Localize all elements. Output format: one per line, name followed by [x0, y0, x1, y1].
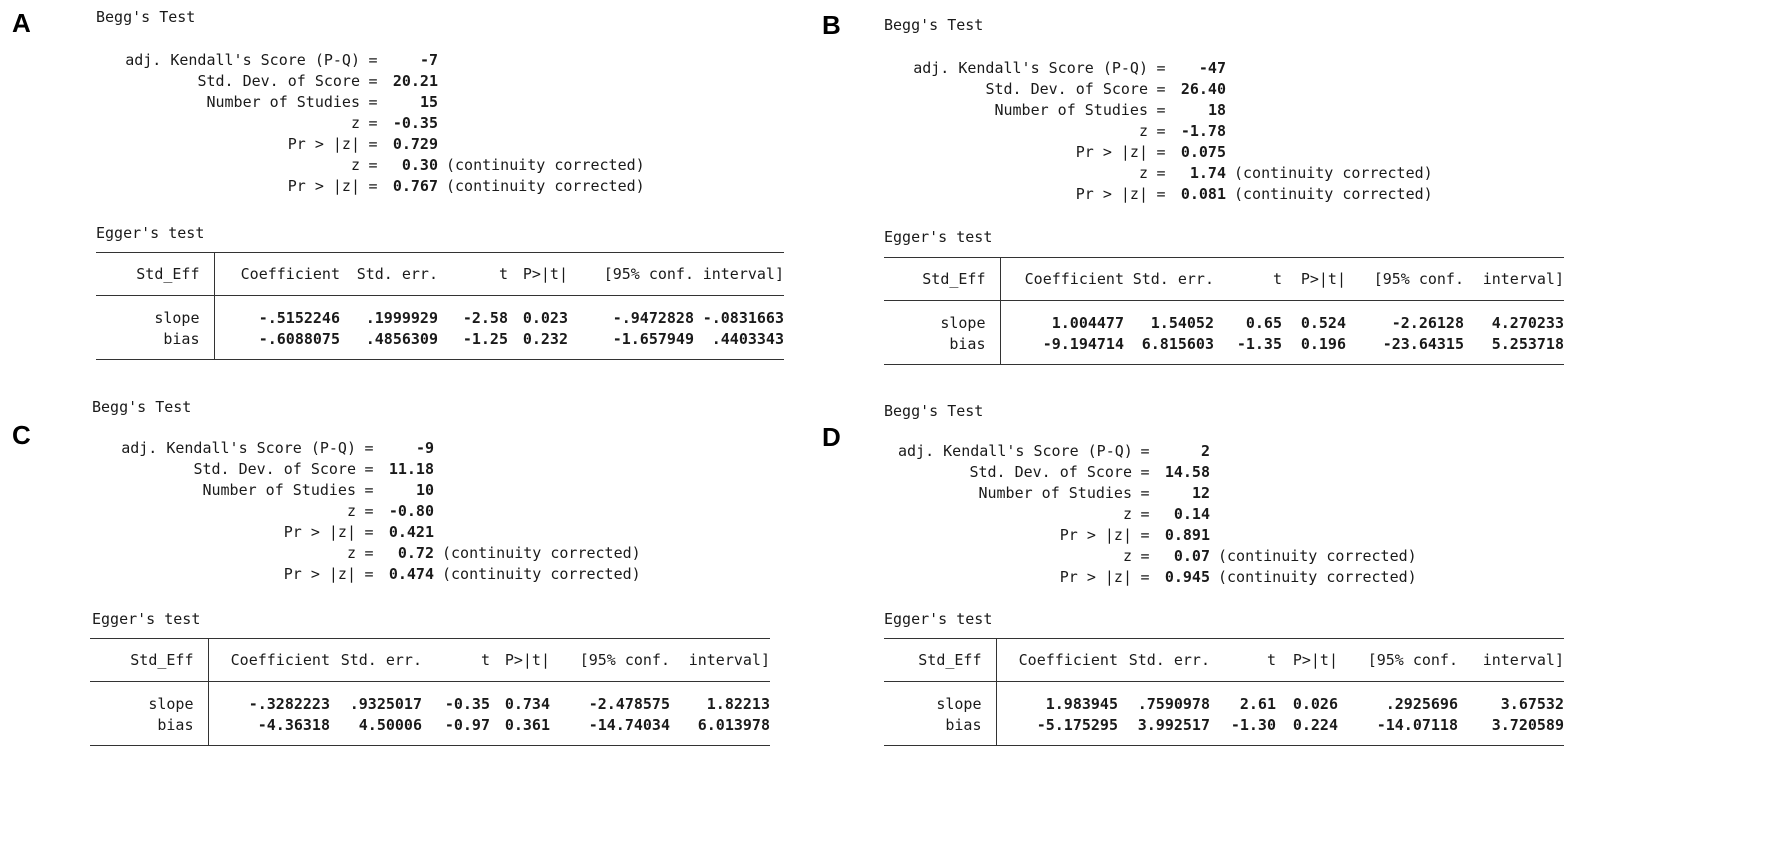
- table-cell: -2.26128: [1391, 313, 1464, 332]
- column-header: interval]: [1464, 258, 1564, 301]
- column-header: Std_Eff: [96, 253, 214, 296]
- stat-row: [898, 504, 1417, 525]
- column-header: [95% conf.: [1338, 639, 1458, 682]
- column-header: interval]: [694, 253, 784, 296]
- stat-row: [106, 480, 641, 501]
- stat-label: z: [350, 114, 360, 132]
- table-cell: -.5152246: [258, 308, 340, 327]
- stat-value: -7: [419, 51, 438, 69]
- begg-title: Begg's Test: [884, 402, 984, 420]
- stat-row: [898, 100, 1433, 121]
- table-cell: -1.30: [1210, 714, 1276, 746]
- stat-label: z: [346, 544, 356, 562]
- stat-row: [898, 184, 1433, 205]
- stat-value: 0.945: [1164, 568, 1210, 586]
- stat-label: Std. Dev. of Score: [193, 460, 356, 478]
- stat-row: [106, 438, 641, 459]
- table-cell: -.0831663: [702, 308, 784, 327]
- stat-equals: =: [368, 135, 378, 153]
- stat-row: [106, 564, 641, 585]
- stat-row: [110, 155, 645, 176]
- table-row: [884, 333, 1564, 365]
- column-header: t: [1210, 639, 1276, 682]
- stat-label: z: [1122, 547, 1132, 565]
- column-header: P>|t|: [490, 639, 550, 682]
- stat-row: [110, 92, 645, 113]
- column-header: P>|t|: [1276, 639, 1338, 682]
- table-cell: 1.983945: [1045, 694, 1118, 713]
- stat-value: -1.78: [1180, 122, 1226, 140]
- stat-row: [110, 50, 645, 71]
- table-cell: 0.65: [1245, 313, 1282, 332]
- table-cell: .4403343: [694, 328, 784, 360]
- stat-equals: =: [1140, 505, 1150, 523]
- table-cell: -9.194714: [1000, 333, 1124, 365]
- row-label: slope: [90, 682, 208, 715]
- stat-note: [1210, 441, 1218, 462]
- panel-letter: C: [12, 420, 31, 450]
- stat-row: [898, 483, 1417, 504]
- table-header-row: [884, 258, 1564, 301]
- stat-equals: =: [364, 523, 374, 541]
- table-cell: 6.815603: [1124, 333, 1214, 365]
- stat-value: 15: [419, 93, 438, 111]
- column-header: t: [438, 253, 508, 296]
- table-cell: 6.013978: [670, 714, 770, 746]
- stat-equals: =: [368, 93, 378, 111]
- row-label: slope: [884, 682, 996, 715]
- stat-value: -0.80: [388, 502, 434, 520]
- stat-note: [1210, 462, 1218, 483]
- table-cell: .2925696: [1385, 694, 1458, 713]
- table-cell: 3.992517: [1118, 714, 1210, 746]
- table-row: [884, 682, 1564, 715]
- column-header: Coefficient: [1000, 258, 1124, 301]
- table-cell: -0.97: [422, 714, 490, 746]
- table-row: [884, 714, 1564, 746]
- table-cell: 1.004477: [1051, 313, 1124, 332]
- stat-note: (continuity corrected): [1218, 568, 1417, 586]
- table-cell: -.3282223: [248, 694, 330, 713]
- stat-row: [106, 522, 641, 543]
- table-cell: 3.67532: [1500, 694, 1564, 713]
- egger-table: [884, 638, 1564, 746]
- egger-title: Egger's test: [92, 610, 201, 628]
- column-header: [95% conf.: [1346, 258, 1464, 301]
- table-cell: .9325017: [349, 694, 422, 713]
- stat-note: [438, 71, 446, 92]
- table-cell: 0.232: [508, 328, 568, 360]
- stat-note: [1226, 79, 1234, 100]
- begg-stats: [106, 438, 641, 585]
- stat-label: Pr > |z|: [283, 565, 356, 583]
- stat-value: 0.081: [1180, 185, 1226, 203]
- stat-label: adj. Kendall's Score (P-Q): [121, 439, 356, 457]
- stat-label: Pr > |z|: [287, 135, 360, 153]
- stat-row: [110, 134, 645, 155]
- stat-note: [434, 459, 442, 480]
- column-header: Std_Eff: [884, 258, 1000, 301]
- column-header: t: [422, 639, 490, 682]
- stat-note: [1226, 58, 1234, 79]
- stat-row: [898, 142, 1433, 163]
- stat-note: (continuity corrected): [1234, 185, 1433, 203]
- stat-equals: =: [1140, 568, 1150, 586]
- stat-value: 0.30: [401, 156, 438, 174]
- stat-label: Pr > |z|: [1075, 185, 1148, 203]
- stat-equals: =: [368, 72, 378, 90]
- stat-value: 0.421: [388, 523, 434, 541]
- stat-equals: =: [1156, 185, 1166, 203]
- stat-label: Pr > |z|: [1059, 526, 1132, 544]
- column-header: [95% conf.: [568, 253, 694, 296]
- stat-label: Number of Studies: [994, 101, 1148, 119]
- stat-label: Std. Dev. of Score: [985, 80, 1148, 98]
- stat-label: Number of Studies: [206, 93, 360, 111]
- stat-row: [106, 459, 641, 480]
- stat-equals: =: [368, 51, 378, 69]
- stat-value: 0.07: [1173, 547, 1210, 565]
- stat-row: [110, 71, 645, 92]
- stat-equals: =: [368, 177, 378, 195]
- stat-row: [898, 546, 1417, 567]
- stat-equals: =: [1156, 122, 1166, 140]
- table-cell: -2.58: [462, 308, 508, 327]
- stat-equals: =: [364, 502, 374, 520]
- table-cell: 5.253718: [1464, 333, 1564, 365]
- table-cell: -.9472828: [612, 308, 694, 327]
- stat-label: z: [1138, 164, 1148, 182]
- table-cell: -1.25: [438, 328, 508, 360]
- stat-note: (continuity corrected): [442, 544, 641, 562]
- stat-label: z: [350, 156, 360, 174]
- column-header: P>|t|: [508, 253, 568, 296]
- stat-value: 20.21: [392, 72, 438, 90]
- table-cell: .4856309: [340, 328, 438, 360]
- table-cell: 0.224: [1276, 714, 1338, 746]
- stat-value: 0.729: [392, 135, 438, 153]
- table-row: [96, 328, 784, 360]
- table-cell: -0.35: [444, 694, 490, 713]
- stat-note: (continuity corrected): [1234, 164, 1433, 182]
- column-header: interval]: [1458, 639, 1564, 682]
- stat-note: [438, 134, 446, 155]
- table-cell: -1.35: [1214, 333, 1282, 365]
- column-header: Std. err.: [1118, 639, 1210, 682]
- stat-row: [898, 462, 1417, 483]
- stat-equals: =: [364, 544, 374, 562]
- stat-row: [898, 79, 1433, 100]
- egger-table: [96, 252, 784, 360]
- table-cell: -14.74034: [550, 714, 670, 746]
- stat-row: [110, 176, 645, 197]
- stat-value: 12: [1191, 484, 1210, 502]
- column-header: interval]: [670, 639, 770, 682]
- table-cell: 0.734: [504, 694, 550, 713]
- egger-table: [884, 257, 1564, 365]
- table-cell: 1.54052: [1150, 313, 1214, 332]
- stat-label: Pr > |z|: [1075, 143, 1148, 161]
- stat-value: 10: [415, 481, 434, 499]
- stat-value: 18: [1207, 101, 1226, 119]
- stat-value: 0.72: [397, 544, 434, 562]
- stat-equals: =: [368, 156, 378, 174]
- stat-equals: =: [1156, 80, 1166, 98]
- table-row: [96, 296, 784, 329]
- stat-equals: =: [1140, 526, 1150, 544]
- table-cell: 2.61: [1239, 694, 1276, 713]
- stat-label: Pr > |z|: [283, 523, 356, 541]
- panel-letter: B: [822, 10, 841, 40]
- stat-label: Number of Studies: [202, 481, 356, 499]
- stat-value: 11.18: [388, 460, 434, 478]
- stat-label: adj. Kendall's Score (P-Q): [913, 59, 1148, 77]
- table-cell: 0.524: [1300, 313, 1346, 332]
- stat-row: [898, 163, 1433, 184]
- stat-row: [898, 441, 1417, 462]
- column-header: Coefficient: [996, 639, 1118, 682]
- stat-label: Std. Dev. of Score: [197, 72, 360, 90]
- stat-value: -47: [1198, 59, 1226, 77]
- stat-equals: =: [364, 439, 374, 457]
- stat-label: z: [1122, 505, 1132, 523]
- egger-title: Egger's test: [884, 228, 993, 246]
- stat-equals: =: [1140, 484, 1150, 502]
- stat-note: [1226, 121, 1234, 142]
- stat-equals: =: [364, 565, 374, 583]
- table-cell: -14.07118: [1338, 714, 1458, 746]
- stat-value: 2: [1200, 442, 1210, 460]
- stat-value: 0.075: [1180, 143, 1226, 161]
- table-cell: 0.361: [490, 714, 550, 746]
- stat-note: (continuity corrected): [442, 565, 641, 583]
- column-header: Std_Eff: [90, 639, 208, 682]
- stat-value: -0.35: [392, 114, 438, 132]
- stat-row: [106, 543, 641, 564]
- column-header: Coefficient: [214, 253, 340, 296]
- table-cell: 1.82213: [706, 694, 770, 713]
- table-cell: 4.270233: [1491, 313, 1564, 332]
- begg-title: Begg's Test: [884, 16, 984, 34]
- stat-equals: =: [1156, 101, 1166, 119]
- panel-letter: D: [822, 422, 841, 452]
- begg-stats: [898, 441, 1417, 588]
- table-row: [884, 301, 1564, 334]
- table-cell: -4.36318: [208, 714, 330, 746]
- table-header-row: [90, 639, 770, 682]
- column-header: Std. err.: [340, 253, 438, 296]
- column-header: Std. err.: [1124, 258, 1214, 301]
- stat-label: z: [346, 502, 356, 520]
- stat-equals: =: [1140, 442, 1150, 460]
- table-cell: .7590978: [1137, 694, 1210, 713]
- stat-equals: =: [1140, 547, 1150, 565]
- stat-equals: =: [1156, 59, 1166, 77]
- table-header-row: [96, 253, 784, 296]
- stat-label: Pr > |z|: [1059, 568, 1132, 586]
- stat-equals: =: [364, 481, 374, 499]
- stat-note: [1210, 525, 1218, 546]
- stat-value: 1.74: [1189, 164, 1226, 182]
- stat-note: [1210, 483, 1218, 504]
- table-cell: 0.196: [1282, 333, 1346, 365]
- stat-note: [434, 480, 442, 501]
- column-header: Std_Eff: [884, 639, 996, 682]
- table-cell: 0.026: [1292, 694, 1338, 713]
- stat-value: -9: [415, 439, 434, 457]
- stat-equals: =: [1140, 463, 1150, 481]
- stat-label: Pr > |z|: [287, 177, 360, 195]
- row-label: bias: [884, 714, 996, 746]
- egger-table: [90, 638, 770, 746]
- row-label: bias: [884, 333, 1000, 365]
- column-header: P>|t|: [1282, 258, 1346, 301]
- row-label: slope: [884, 301, 1000, 334]
- stat-equals: =: [1156, 164, 1166, 182]
- table-cell: 0.023: [522, 308, 568, 327]
- column-header: Coefficient: [208, 639, 330, 682]
- stat-value: 0.891: [1164, 526, 1210, 544]
- stat-row: [898, 58, 1433, 79]
- stat-label: z: [1138, 122, 1148, 140]
- stat-value: 0.767: [392, 177, 438, 195]
- stat-note: [438, 50, 446, 71]
- stat-label: adj. Kendall's Score (P-Q): [898, 442, 1133, 460]
- stat-equals: =: [1156, 143, 1166, 161]
- stat-value: 0.14: [1173, 505, 1210, 523]
- table-cell: -.6088075: [214, 328, 340, 360]
- stat-value: 26.40: [1180, 80, 1226, 98]
- begg-title: Begg's Test: [96, 8, 196, 26]
- stat-note: [1210, 504, 1218, 525]
- stat-row: [106, 501, 641, 522]
- column-header: Std. err.: [330, 639, 422, 682]
- column-header: [95% conf.: [550, 639, 670, 682]
- stat-note: (continuity corrected): [1218, 547, 1417, 565]
- row-label: bias: [96, 328, 214, 360]
- table-cell: .1999929: [365, 308, 438, 327]
- egger-title: Egger's test: [96, 224, 205, 242]
- stat-row: [110, 113, 645, 134]
- table-cell: -23.64315: [1346, 333, 1464, 365]
- column-header: t: [1214, 258, 1282, 301]
- stat-note: (continuity corrected): [446, 177, 645, 195]
- stat-label: Number of Studies: [978, 484, 1132, 502]
- egger-title: Egger's test: [884, 610, 993, 628]
- stat-equals: =: [368, 114, 378, 132]
- table-row: [90, 714, 770, 746]
- stat-label: adj. Kendall's Score (P-Q): [125, 51, 360, 69]
- row-label: slope: [96, 296, 214, 329]
- stat-note: [438, 92, 446, 113]
- table-cell: 4.50006: [330, 714, 422, 746]
- stat-equals: =: [364, 460, 374, 478]
- stat-note: (continuity corrected): [446, 156, 645, 174]
- stat-note: [1226, 142, 1234, 163]
- table-cell: -2.478575: [588, 694, 670, 713]
- table-cell: 3.720589: [1458, 714, 1564, 746]
- begg-stats: [110, 50, 645, 197]
- stat-note: [434, 522, 442, 543]
- stat-row: [898, 567, 1417, 588]
- begg-stats: [898, 58, 1433, 205]
- stat-value: 14.58: [1164, 463, 1210, 481]
- row-label: bias: [90, 714, 208, 746]
- stat-note: [438, 113, 446, 134]
- stat-row: [898, 525, 1417, 546]
- stat-note: [434, 438, 442, 459]
- stat-note: [1226, 100, 1234, 121]
- table-cell: -5.175295: [996, 714, 1118, 746]
- stat-note: [434, 501, 442, 522]
- table-row: [90, 682, 770, 715]
- stat-row: [898, 121, 1433, 142]
- table-cell: -1.657949: [568, 328, 694, 360]
- table-header-row: [884, 639, 1564, 682]
- panel-letter: A: [12, 8, 31, 38]
- stat-value: 0.474: [388, 565, 434, 583]
- stat-label: Std. Dev. of Score: [969, 463, 1132, 481]
- begg-title: Begg's Test: [92, 398, 192, 416]
